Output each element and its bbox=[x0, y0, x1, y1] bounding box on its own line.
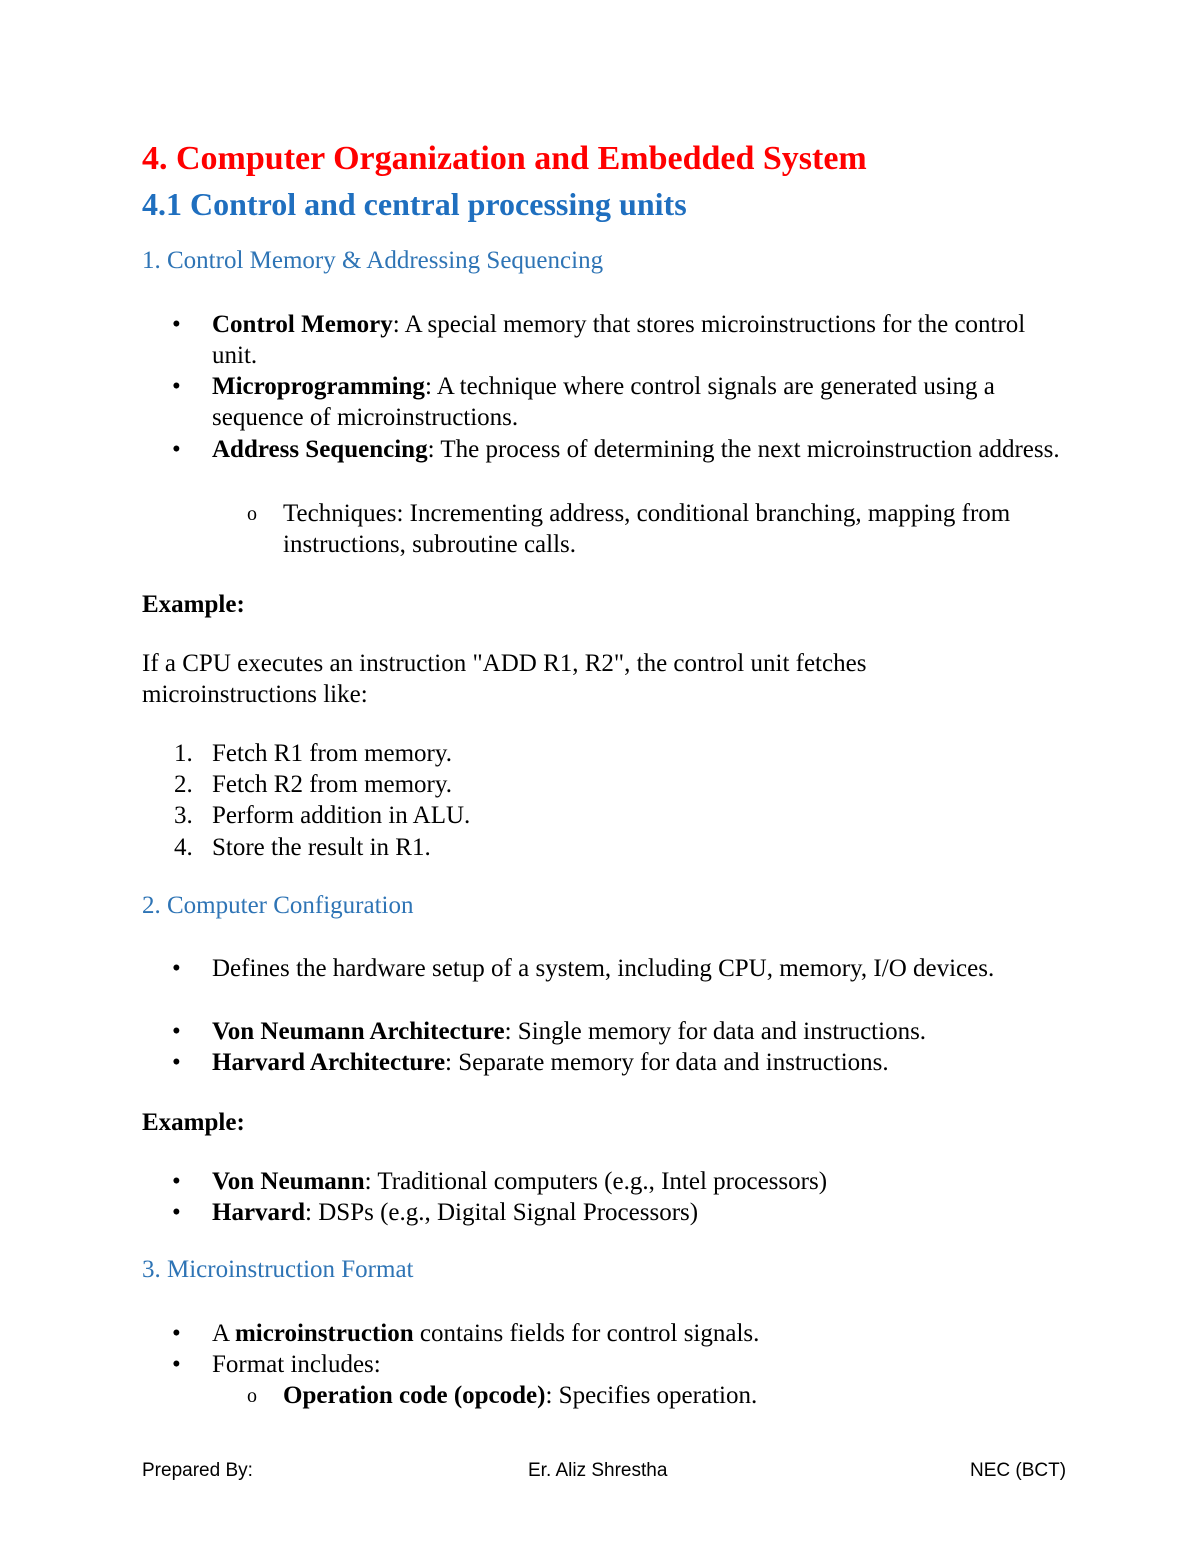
term: Harvard Architecture bbox=[212, 1049, 446, 1076]
bullet-icon: • bbox=[172, 1351, 181, 1378]
list-item-hardware-setup: Defines the hardware setup of a system, including CPU, memory, I/O devices. bbox=[212, 955, 995, 982]
step-number: 3. bbox=[174, 802, 193, 829]
step-item: Fetch R1 from memory. bbox=[212, 740, 453, 767]
term: Control Memory bbox=[212, 311, 393, 338]
bullet-icon: • bbox=[172, 1320, 181, 1347]
step-item: Perform addition in ALU. bbox=[212, 802, 471, 829]
footer-prepared-by: Prepared By: bbox=[142, 1460, 253, 1481]
heading-control-memory: 1. Control Memory & Addressing Sequencing bbox=[142, 247, 604, 274]
list-item-microprogramming bbox=[212, 371, 1072, 433]
list-item-control-memory bbox=[212, 309, 1072, 371]
definition: : Separate memory for data and instructions. bbox=[445, 1049, 889, 1076]
example-label: Example: bbox=[142, 591, 245, 618]
term: Operation code (opcode) bbox=[283, 1382, 546, 1409]
bullet-icon: • bbox=[172, 1199, 181, 1226]
bullet-icon: • bbox=[172, 1168, 181, 1195]
sub-bullet-icon: o bbox=[247, 1385, 257, 1407]
example-label: Example: bbox=[142, 1109, 245, 1136]
bullet-icon: • bbox=[172, 311, 181, 338]
bullet-icon: • bbox=[172, 955, 181, 982]
list-item-example-von-neumann bbox=[212, 1166, 1072, 1197]
list-item-von-neumann bbox=[212, 1016, 1072, 1047]
footer-author: Er. Aliz Shrestha bbox=[528, 1460, 668, 1481]
term: Address Sequencing bbox=[212, 436, 428, 463]
sub-list-item-techniques: Techniques: Incrementing address, conditional branching, mapping from instructions, subroutine calls. bbox=[283, 500, 1011, 558]
sub-bullet-icon: o bbox=[247, 503, 257, 525]
footer-institution: NEC (BCT) bbox=[970, 1460, 1067, 1481]
list-item-microinstruction: A microinstruction contains fields for control signals. bbox=[212, 1320, 760, 1347]
bullet-icon: • bbox=[172, 436, 181, 463]
sub-list-item-opcode bbox=[283, 1380, 1083, 1411]
definition: : DSPs (e.g., Digital Signal Processors) bbox=[305, 1199, 699, 1226]
definition: contains fields for control signals. bbox=[413, 1320, 760, 1347]
step-number: 2. bbox=[174, 771, 193, 798]
step-item: Fetch R2 from memory. bbox=[212, 771, 453, 798]
term: Von Neumann bbox=[212, 1168, 365, 1195]
term: Von Neumann Architecture bbox=[212, 1018, 505, 1045]
definition: : The process of determining the next microinstruction address. bbox=[427, 436, 1060, 463]
step-number: 4. bbox=[174, 834, 193, 861]
list-item-address-sequencing bbox=[212, 434, 1072, 465]
list-item-example-harvard bbox=[212, 1197, 1072, 1228]
definition: : A technique where control signals are generated using a sequence of microinstructions. bbox=[212, 373, 995, 431]
bullet-icon: • bbox=[172, 1049, 181, 1076]
bullet-icon: • bbox=[172, 373, 181, 400]
list-item-format-includes: Format includes: bbox=[212, 1351, 381, 1378]
list-item-harvard bbox=[212, 1047, 1072, 1078]
term: microinstruction bbox=[234, 1320, 414, 1347]
example-paragraph: If a CPU executes an instruction "ADD R1, R2", the control unit fetches microinstructions like: bbox=[142, 650, 867, 708]
section-title: 4.1 Control and central processing units bbox=[142, 186, 687, 222]
definition: : Specifies operation. bbox=[545, 1382, 758, 1409]
definition: : Single memory for data and instructions. bbox=[504, 1018, 927, 1045]
term: Harvard bbox=[212, 1199, 306, 1226]
chapter-title: 4. Computer Organization and Embedded System bbox=[142, 140, 867, 177]
heading-microinstruction-format: 3. Microinstruction Format bbox=[142, 1256, 414, 1283]
definition: : Traditional computers (e.g., Intel processors) bbox=[364, 1168, 828, 1195]
term: Microprogramming bbox=[212, 373, 425, 400]
definition: : A special memory that stores microinstructions for the control unit. bbox=[212, 311, 1026, 369]
step-item: Store the result in R1. bbox=[212, 834, 431, 861]
step-number: 1. bbox=[174, 740, 193, 767]
bullet-icon: • bbox=[172, 1018, 181, 1045]
heading-computer-configuration: 2. Computer Configuration bbox=[142, 892, 414, 919]
